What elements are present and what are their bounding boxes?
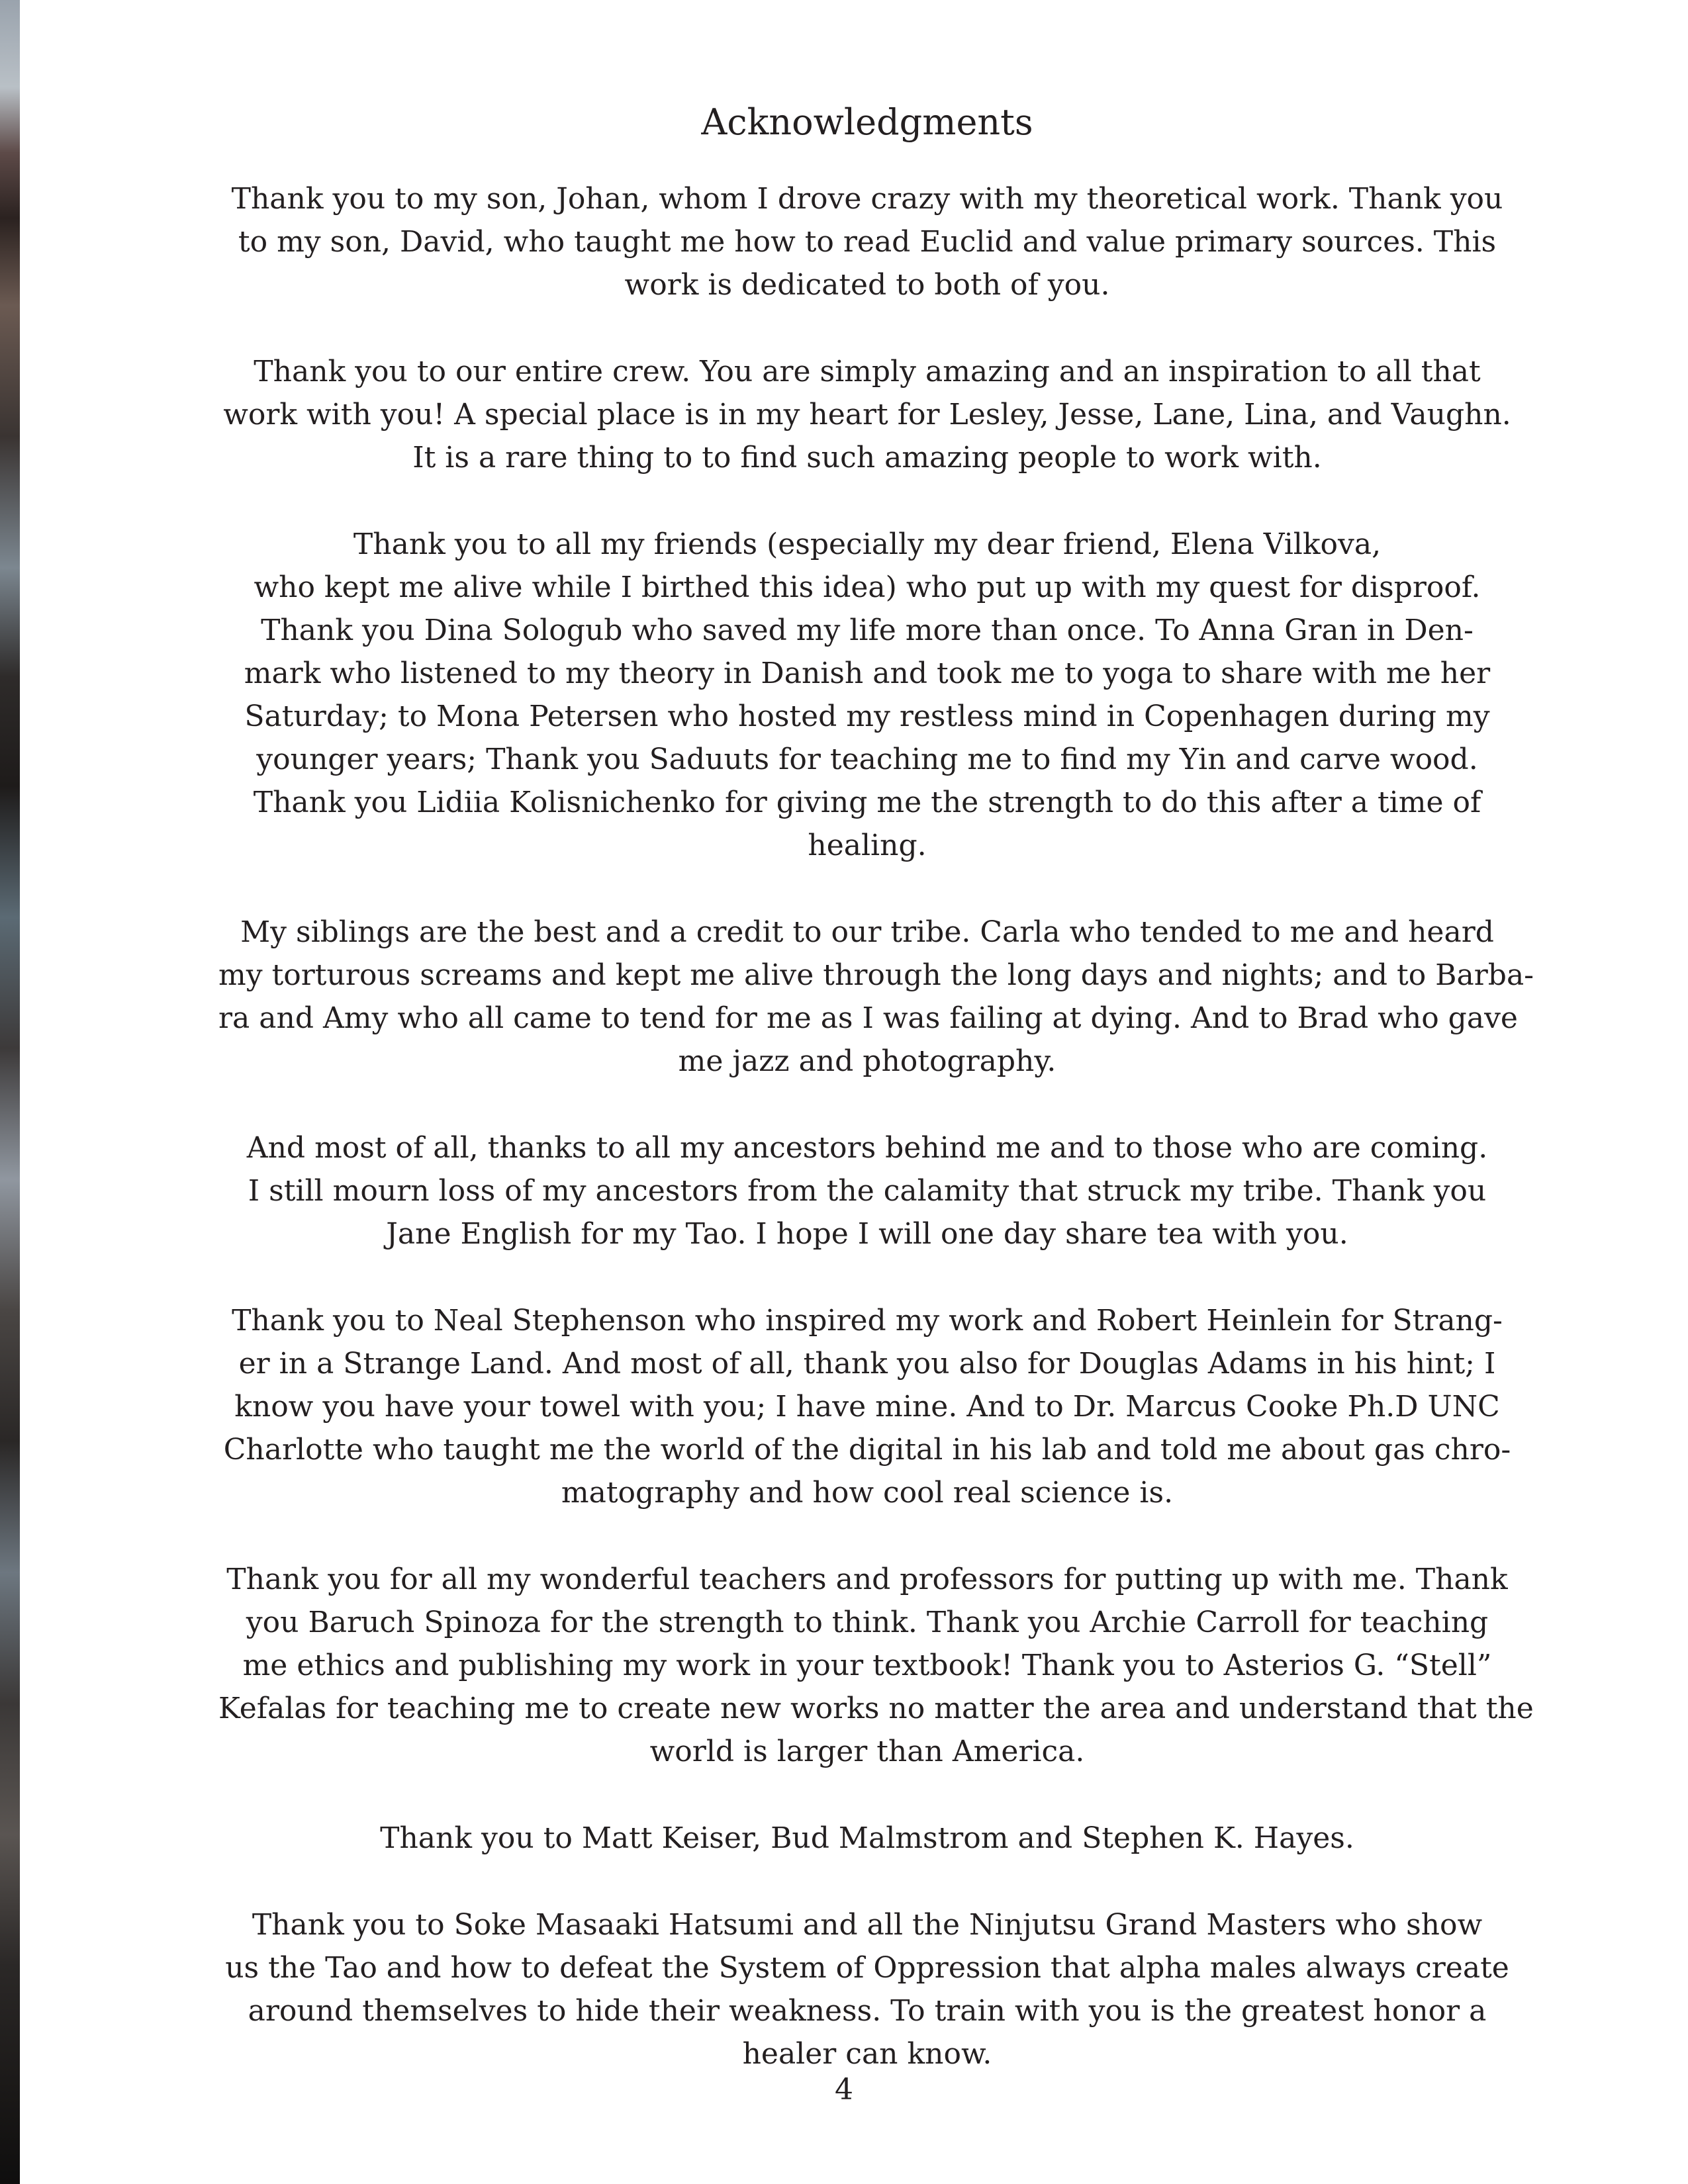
paragraph-line: you Baruch Spinoza for the strength to think. Thank you Archie Carroll for teaching: [246, 1606, 1489, 1639]
acknowledgments-page: [218, 93, 1534, 2119]
paragraph-list: [218, 177, 1534, 2075]
paragraph-line: I still mourn loss of my ancestors from the calamity that struck my tribe. Thank you: [248, 1174, 1487, 1208]
paragraph-line: Thank you for all my wonderful teachers and professors for putting up with me. Thank: [226, 1563, 1508, 1596]
paragraph: [218, 350, 1516, 479]
paragraph-line: me ethics and publishing my work in your textbook! Thank you to Asterios G. “Stell”: [242, 1649, 1492, 1682]
paragraph: [218, 1299, 1516, 1514]
paragraph: [218, 1558, 1534, 1773]
paragraph-line: who kept me alive while I birthed this idea) who put up with my quest for disproof.: [254, 570, 1481, 604]
photo-edge-strip: [0, 0, 20, 2184]
paragraph-line: And most of all, thanks to all my ancestors behind me and to those who are coming.: [246, 1131, 1488, 1165]
page-number: 4: [835, 2073, 853, 2107]
paragraph: [218, 523, 1516, 867]
paragraph-line: around themselves to hide their weakness. To train with you is the greatest honor a: [248, 1994, 1487, 2028]
paragraph-line: Charlotte who taught me the world of the digital in his lab and told me about gas chro-: [223, 1433, 1511, 1467]
paragraph-line: Thank you to all my friends (especially my dear friend, Elena Vilkova,: [353, 527, 1382, 561]
paragraph-line: It is a rare thing to to find such amazing people to work with.: [412, 441, 1322, 475]
paragraph-line: us the Tao and how to defeat the System of Oppression that alpha males always create: [225, 1951, 1509, 1985]
paragraph-line: to my son, David, who taught me how to read Euclid and value primary sources. This: [238, 225, 1497, 259]
paragraph: [218, 911, 1534, 1083]
paragraph: [218, 1903, 1516, 2075]
paragraph-line: Kefalas for teaching me to create new works no matter the area and understand that the: [218, 1692, 1534, 1725]
page-title: Acknowledgments: [701, 101, 1033, 143]
paragraph-line: Thank you to Matt Keiser, Bud Malmstrom and Stephen K. Hayes.: [380, 1821, 1354, 1855]
paragraph-line: healer can know.: [742, 2037, 992, 2071]
paragraph-line: work with you! A special place is in my heart for Lesley, Jesse, Lane, Lina, and Vaughn.: [223, 398, 1511, 432]
paragraph-line: matography and how cool real science is.: [561, 1476, 1174, 1510]
paragraph-line: ra and Amy who all came to tend for me as I was failing at dying. And to Brad who gave: [218, 1001, 1518, 1035]
paragraph: [218, 1817, 1516, 1860]
paragraph-line: Jane English for my Tao. I hope I will one day share tea with you.: [386, 1217, 1348, 1251]
paragraph-line: younger years; Thank you Saduuts for teaching me to find my Yin and carve wood.: [256, 743, 1478, 776]
paragraph-line: me jazz and photography.: [678, 1044, 1056, 1078]
paragraph-line: know you have your towel with you; I have mine. And to Dr. Marcus Cooke Ph.D UNC: [234, 1390, 1500, 1424]
paragraph-line: Thank you Lidiia Kolisnichenko for giving me the strength to do this after a time of: [253, 786, 1481, 819]
paragraph-line: er in a Strange Land. And most of all, thank you also for Douglas Adams in his hint; I: [238, 1347, 1496, 1381]
paragraph-line: work is dedicated to both of you.: [624, 268, 1110, 302]
paragraph-line: world is larger than America.: [649, 1735, 1085, 1768]
paragraph-line: Thank you to my son, Johan, whom I drove crazy with my theoretical work. Thank you: [231, 182, 1503, 216]
paragraph-line: Thank you to Soke Masaaki Hatsumi and all the Ninjutsu Grand Masters who show: [252, 1908, 1483, 1942]
paragraph: [218, 177, 1516, 306]
paragraph-line: mark who listened to my theory in Danish and took me to yoga to share with me her: [244, 657, 1491, 690]
paragraph-line: my torturous screams and kept me alive through the long days and nights; and to Barba-: [218, 958, 1534, 992]
paragraph-line: Saturday; to Mona Petersen who hosted my restless mind in Copenhagen during my: [244, 700, 1490, 733]
paragraph-line: Thank you Dina Sologub who saved my life more than once. To Anna Gran in Den-: [261, 614, 1474, 647]
paragraph-line: Thank you to Neal Stephenson who inspired my work and Robert Heinlein for Strang-: [232, 1304, 1503, 1338]
paragraph-line: healing.: [808, 829, 927, 862]
paragraph-line: Thank you to our entire crew. You are simply amazing and an inspiration to all that: [254, 355, 1481, 388]
paragraph: [218, 1126, 1516, 1255]
paragraph-line: My siblings are the best and a credit to our tribe. Carla who tended to me and heard: [240, 915, 1494, 949]
